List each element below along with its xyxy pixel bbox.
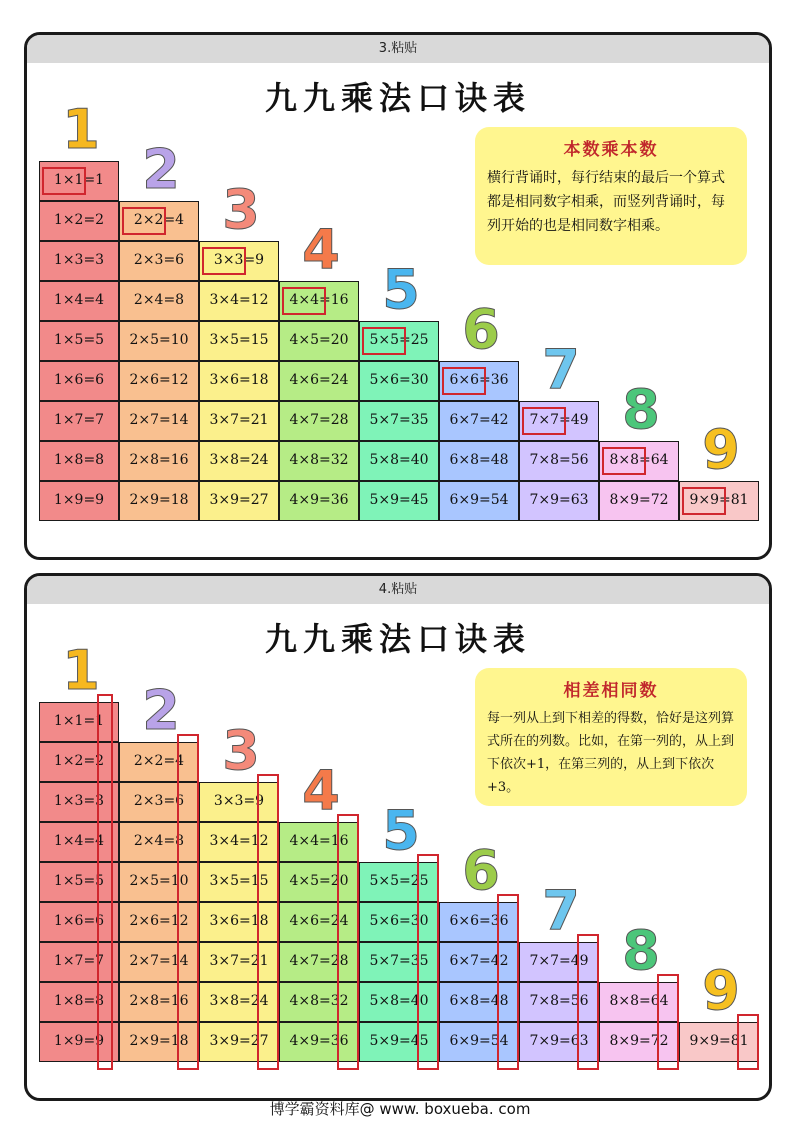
table-cell: [119, 241, 199, 281]
equation-text: 7×7=49: [529, 953, 589, 969]
column-number-icon: 4: [302, 218, 340, 281]
table-cell: [119, 281, 199, 321]
table-cell: [39, 401, 119, 441]
column-result-highlight: [657, 974, 679, 1070]
equation-text: 9×9=81: [689, 492, 749, 508]
table-cell: [359, 321, 439, 361]
equation-text: 5×7=35: [369, 953, 429, 969]
multiplication-table: [39, 35, 763, 560]
equation-text: 2×2=4: [133, 212, 185, 228]
equation-text: 1×5=5: [53, 873, 105, 889]
equation-text: 4×7=28: [289, 412, 349, 428]
equation-text: 3×9=27: [209, 1033, 269, 1049]
panel-header: 3.粘贴: [27, 35, 769, 63]
equation-text: 2×7=14: [129, 412, 189, 428]
equation-text: 4×7=28: [289, 953, 349, 969]
table-cell: [119, 321, 199, 361]
table-cell: [519, 441, 599, 481]
equation-text: 1×2=2: [53, 212, 105, 228]
equation-text: 3×6=18: [209, 372, 269, 388]
equation-text: 4×4=16: [289, 292, 349, 308]
equation-text: 5×9=45: [369, 1033, 429, 1049]
table-cell: [199, 321, 279, 361]
column-number-icon: 3: [222, 719, 260, 782]
table-cell: [119, 401, 199, 441]
equation-text: 7×8=56: [529, 452, 589, 468]
table-cell: [199, 441, 279, 481]
panel-title: 九九乘法口诀表: [264, 79, 531, 117]
table-cell: [439, 441, 519, 481]
equation-text: 5×9=45: [369, 492, 429, 508]
equation-text: 3×3=9: [213, 793, 265, 809]
highlight-box: [522, 407, 566, 435]
column-result-highlight: [337, 814, 359, 1070]
table-cell: [279, 361, 359, 401]
footer-watermark: 博学霸资料库@ www. boxueba. com: [269, 1100, 531, 1118]
equation-text: 3×5=15: [209, 332, 269, 348]
equation-text: 2×5=10: [129, 873, 189, 889]
table-cell: [359, 361, 439, 401]
equation-text: 5×6=30: [369, 372, 429, 388]
equation-text: 7×9=63: [529, 1033, 589, 1049]
table-cell: [679, 481, 759, 521]
panel-title: 九九乘法口诀表: [264, 620, 531, 658]
table-cell: [279, 281, 359, 321]
column-number-icon: 5: [382, 258, 420, 321]
equation-text: 4×9=36: [289, 492, 349, 508]
equation-text: 1×1=1: [53, 172, 105, 188]
equation-text: 2×9=18: [129, 492, 189, 508]
equation-text: 7×8=56: [529, 993, 589, 1009]
table-cell: [359, 401, 439, 441]
equation-text: 2×8=16: [129, 993, 189, 1009]
highlight-box: [202, 247, 246, 275]
column-result-highlight: [737, 1014, 759, 1070]
equation-text: 8×9=72: [609, 1033, 669, 1049]
equation-text: 2×8=16: [129, 452, 189, 468]
equation-text: 6×6=36: [449, 913, 509, 929]
table-cell: [599, 441, 679, 481]
table-cell: [39, 321, 119, 361]
equation-text: 1×4=4: [53, 292, 105, 308]
equation-text: 3×4=12: [209, 292, 269, 308]
table-cell: [199, 241, 279, 281]
column-result-highlight: [577, 934, 599, 1070]
column-result-highlight: [497, 894, 519, 1070]
equation-text: 1×7=7: [53, 953, 105, 969]
equation-text: 2×4=8: [133, 833, 185, 849]
column-result-highlight: [417, 854, 439, 1070]
table-cell: [39, 241, 119, 281]
column-number-icon: 1: [62, 98, 100, 161]
table-cell: [39, 441, 119, 481]
table-cell: [279, 441, 359, 481]
column-number-icon: 8: [622, 919, 660, 982]
table-cell: [359, 481, 439, 521]
equation-text: 3×7=21: [209, 412, 269, 428]
equation-text: 4×5=20: [289, 873, 349, 889]
equation-text: 1×8=8: [53, 993, 105, 1009]
equation-text: 1×4=4: [53, 833, 105, 849]
panel-header: 4.粘贴: [27, 576, 769, 604]
table-cell: [119, 201, 199, 241]
column-number-icon: 7: [542, 338, 580, 401]
info-text: 横行背诵时，每行结束的最后一个算式都是相同数字相乘，而竖列背诵时，每列开始的也是相同数字相乘。: [487, 170, 725, 234]
highlight-box: [42, 167, 86, 195]
equation-text: 2×9=18: [129, 1033, 189, 1049]
table-cell: [199, 281, 279, 321]
column-number-icon: 6: [462, 298, 500, 361]
equation-text: 5×8=40: [369, 452, 429, 468]
column-number-icon: 9: [702, 418, 740, 481]
equation-text: 2×7=14: [129, 953, 189, 969]
equation-text: 1×3=3: [53, 252, 105, 268]
highlight-box: [602, 447, 646, 475]
equation-text: 4×8=32: [289, 452, 349, 468]
equation-text: 2×3=6: [133, 793, 185, 809]
equation-text: 7×7=49: [529, 412, 589, 428]
equation-text: 1×6=6: [53, 913, 105, 929]
table-cell: [39, 481, 119, 521]
table-cell: [39, 281, 119, 321]
table-cell: [279, 401, 359, 441]
highlight-box: [362, 327, 406, 355]
equation-text: 6×8=48: [449, 452, 509, 468]
table-cell: [359, 441, 439, 481]
equation-text: 1×7=7: [53, 412, 105, 428]
table-cell: [39, 361, 119, 401]
equation-text: 6×7=42: [449, 412, 509, 428]
table-cell: [439, 361, 519, 401]
column-number-icon: 7: [542, 879, 580, 942]
column-number-icon: 5: [382, 799, 420, 862]
equation-text: 3×5=15: [209, 873, 269, 889]
equation-text: 5×6=30: [369, 913, 429, 929]
table-cell: [119, 441, 199, 481]
column-result-highlight: [177, 734, 199, 1070]
equation-text: 2×2=4: [133, 753, 185, 769]
table-cell: [199, 401, 279, 441]
table-cell: [39, 201, 119, 241]
equation-text: 2×6=12: [129, 372, 189, 388]
table-cell: [439, 401, 519, 441]
equation-text: 3×8=24: [209, 452, 269, 468]
equation-text: 8×8=64: [609, 452, 669, 468]
column-number-icon: 2: [142, 138, 180, 201]
highlight-box: [282, 287, 326, 315]
equation-text: 1×6=6: [53, 372, 105, 388]
equation-text: 4×5=20: [289, 332, 349, 348]
equation-text: 1×8=8: [53, 452, 105, 468]
equation-text: 2×4=8: [133, 292, 185, 308]
equation-text: 8×8=64: [609, 993, 669, 1009]
worksheet-panel-1: [24, 32, 772, 560]
equation-text: 2×6=12: [129, 913, 189, 929]
column-result-highlight: [257, 774, 279, 1070]
equation-text: 1×2=2: [53, 753, 105, 769]
equation-text: 3×4=12: [209, 833, 269, 849]
highlight-box: [442, 367, 486, 395]
equation-text: 6×9=54: [449, 1033, 509, 1049]
table-cell: [599, 481, 679, 521]
equation-text: 5×5=25: [369, 332, 429, 348]
highlight-box: [682, 487, 726, 515]
highlight-box: [122, 207, 166, 235]
column-number-icon: 3: [222, 178, 260, 241]
table-cell: [199, 481, 279, 521]
equation-text: 1×5=5: [53, 332, 105, 348]
multiplication-table: [39, 576, 763, 1101]
equation-text: 4×9=36: [289, 1033, 349, 1049]
equation-text: 1×3=3: [53, 793, 105, 809]
equation-text: 6×7=42: [449, 953, 509, 969]
equation-text: 6×9=54: [449, 492, 509, 508]
table-cell: [119, 481, 199, 521]
table-cell: [119, 361, 199, 401]
equation-text: 4×8=32: [289, 993, 349, 1009]
equation-text: 7×9=63: [529, 492, 589, 508]
equation-text: 3×7=21: [209, 953, 269, 969]
info-text: 每一列从上到下相差的得数，恰好是这列算式所在的列数。比如，在第一列的，从上到下依次+1，在第三列的，从上到下依次+3。: [487, 711, 735, 795]
table-cell: [279, 321, 359, 361]
equation-text: 4×6=24: [289, 372, 349, 388]
equation-text: 4×6=24: [289, 913, 349, 929]
column-number-icon: 6: [462, 839, 500, 902]
equation-text: 6×8=48: [449, 993, 509, 1009]
equation-text: 5×8=40: [369, 993, 429, 1009]
column-number-icon: 1: [62, 639, 100, 702]
equation-text: 8×9=72: [609, 492, 669, 508]
equation-text: 3×8=24: [209, 993, 269, 1009]
worksheet-panel-2: [24, 573, 772, 1101]
equation-text: 1×9=9: [53, 1033, 105, 1049]
info-title: 相差相同数: [563, 681, 659, 701]
equation-text: 3×6=18: [209, 913, 269, 929]
column-number-icon: 9: [702, 959, 740, 1022]
info-title: 本数乘本数: [563, 140, 659, 160]
column-result-highlight: [97, 694, 113, 1070]
equation-text: 4×4=16: [289, 833, 349, 849]
equation-text: 9×9=81: [689, 1033, 749, 1049]
column-number-icon: 4: [302, 759, 340, 822]
column-number-icon: 2: [142, 679, 180, 742]
table-cell: [199, 361, 279, 401]
equation-text: 2×5=10: [129, 332, 189, 348]
table-cell: [439, 481, 519, 521]
equation-text: 3×9=27: [209, 492, 269, 508]
equation-text: 2×3=6: [133, 252, 185, 268]
column-number-icon: 8: [622, 378, 660, 441]
table-cell: [519, 401, 599, 441]
table-cell: [39, 161, 119, 201]
equation-text: 1×9=9: [53, 492, 105, 508]
equation-text: 3×3=9: [213, 252, 265, 268]
table-cell: [519, 481, 599, 521]
equation-text: 5×7=35: [369, 412, 429, 428]
table-cell: [279, 481, 359, 521]
equation-text: 1×1=1: [53, 713, 105, 729]
equation-text: 5×5=25: [369, 873, 429, 889]
equation-text: 6×6=36: [449, 372, 509, 388]
